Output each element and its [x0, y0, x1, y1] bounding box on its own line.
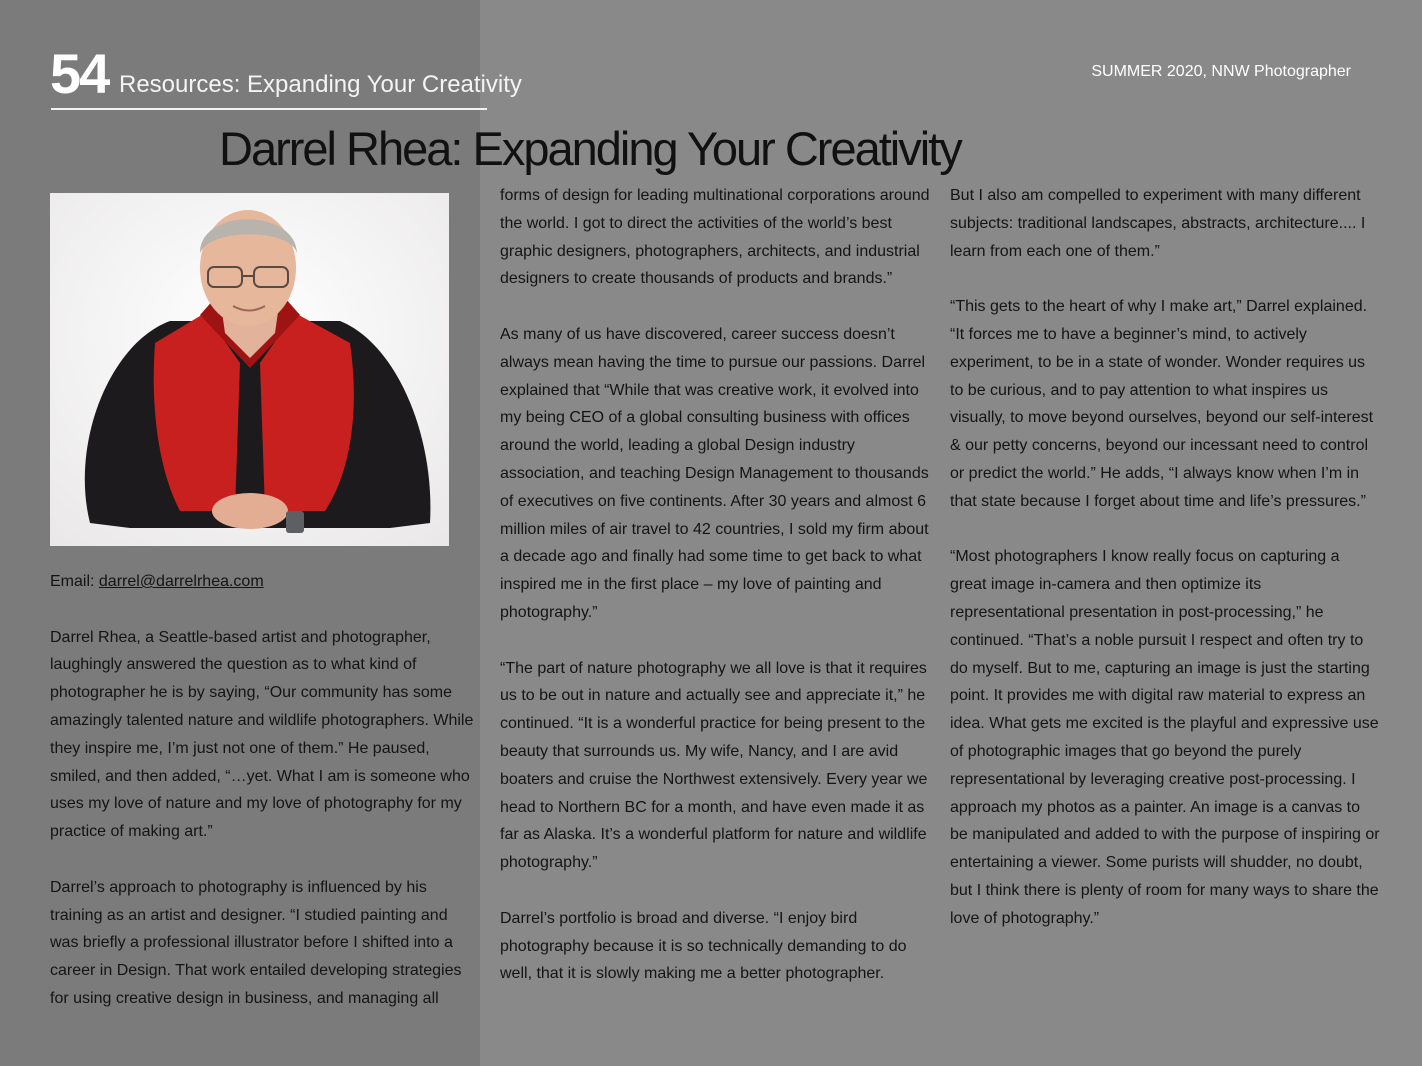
article-column-3 — [950, 182, 1380, 960]
paragraph: Darrel’s approach to photography is influenced by his training as an artist and designer. “I studied painting and was briefly a professional illustrator before I shifted into a career in Design. That work entailed developing strategies for using creative design in business, and managing all — [50, 878, 462, 1007]
paragraph: As many of us have discovered, career success doesn’t always mean having the time to pursue our passions. Darrel explained that “While that was creative work, it evolved into my being CEO of a global consulting business with offices around the world, leading a global Design industry association, and teaching Design Management to thousands of executives on five continents. After 30 years and almost 6 million miles of air travel to 42 countries, I sold my firm about a decade ago and finally had some time to get back to what inspired me in the first place – my love of painting and photography.” — [500, 325, 929, 621]
article-column-2 — [500, 182, 930, 1016]
paragraph: But I also am compelled to experiment with many different subjects: traditional landscapes, abstracts, architecture.... I learn from each one of them.” — [950, 187, 1366, 260]
paragraph: “The part of nature photography we all love is that it requires us to be out in nature and actually see and appreciate it,” he continued. “It is a wonderful practice for being present to the beauty that surrounds us. My wife, Nancy, and I are avid boaters and cruise the Northwest extensively. Every year we head to Northern BC for a month, and have even made it as far as Alaska. It’s a wonderful platform for nature and wildlife photography.” — [500, 659, 928, 872]
article-column-1 — [50, 568, 475, 1041]
issue-label: SUMMER 2020, NNW Photographer — [1091, 63, 1351, 80]
paragraph: “This gets to the heart of why I make art,” Darrel explained. “It forces me to have a beginner’s mind, to actively experiment, to be in a state of wonder. Wonder requires us to be curious, and to pay attention to what inspires us visually, to move beyond ourselves, beyond our self-interest & our petty concerns, beyond our incessant need to control or predict the world.” He adds, “I always know when I’m in that state because I forget about time and life’s pressures.” — [950, 298, 1374, 510]
email-link[interactable]: darrel@darrelrhea.com — [98, 573, 264, 590]
paragraph: Darrel’s portfolio is broad and diverse. “I enjoy bird photography because it is so technically demanding to do well, that it is slowly making me a better photographer. — [500, 909, 907, 983]
portrait-photo — [50, 193, 449, 546]
paragraph: Darrel Rhea, a Seattle-based artist and photographer, laughingly answered the question as to what kind of photographer he is by saying, “Our community has some amazingly talented nature and wildlife photographers. While they inspire me, I’m just not one of them.” He paused, smiled, and then added, “…yet. What I am is someone who uses my love of nature and my love of photography for my practice of making art.” — [50, 628, 474, 841]
email-line — [50, 568, 475, 596]
section-title: Resources: Expanding Your Creativity — [119, 71, 522, 98]
page-number: 54 — [50, 42, 109, 105]
header-divider — [51, 108, 487, 110]
paragraph: forms of design for leading multinational corporations around the world. I got to direct the activities of the world’s best graphic designers, photographers, architects, and industrial designers to create thousands of products and brands.” — [500, 187, 930, 288]
email-label: Email: — [50, 573, 95, 590]
article-headline: Darrel Rhea: Expanding Your Creativity — [219, 122, 961, 175]
paragraph: “Most photographers I know really focus on capturing a great image in-camera and then optimize its representational presentation in post-processing,” he continued. “That’s a noble pursuit I respect and often try to do myself. But to me, capturing an image is just the starting point. It provides me with digital raw material to express an idea. What gets me excited is the playful and expressive use of photographic images that go beyond the purely representational by leveraging creative post-processing. I approach my photos as a painter. An image is a canvas to be manipulated and added to with the purpose of inspiring or entertaining a viewer. Some purists will shudder, no doubt, but I think there is plenty of room for many ways to share the love of photography.” — [950, 548, 1380, 927]
